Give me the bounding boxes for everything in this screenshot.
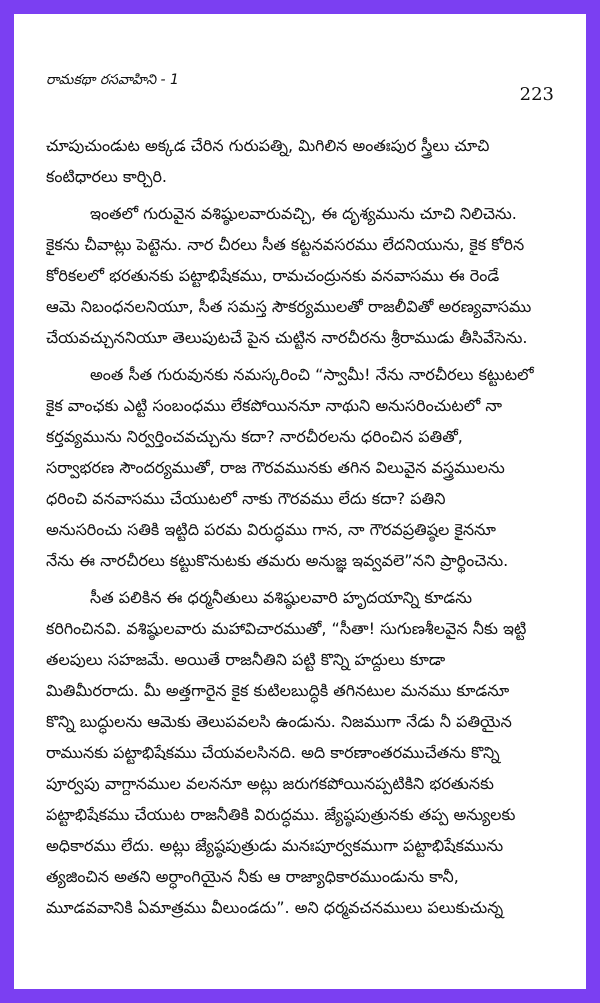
text-line: త్యజించిన అతని అర్ధాంగియైన నీకు ఆ రాజ్యాధికారముండును కానీ, bbox=[46, 867, 459, 886]
text-line: అనుసరించు సతికి ఇట్టిది పరమ విరుద్ధము గాన, నా గౌరవప్రతిష్ఠల కైననూ bbox=[46, 520, 496, 539]
text-line: అధికారము లేదు. అట్లు జ్యేష్ఠపుత్రుడు మనఃపూర్వకముగా పట్టాభిషేకమును bbox=[46, 836, 504, 855]
text-line: చేయవచ్చుననియూ తెలుపుటచే పైన చుట్టిన నారచీరను శ్రీరాముడు తీసివేసెను. bbox=[46, 328, 528, 347]
running-title: రామకథా రసవాహిని - 1 bbox=[46, 72, 179, 88]
text-line: అంత సీత గురువునకు నమస్కరించి “స్వామీ! నేను నారచీరలు కట్టుటలో bbox=[90, 365, 534, 384]
text-line: కరిగించినవి. వశిష్ఠులవారు మహావిచారముతో, “సీతా! సుగుణశీలవైన నీకు ఇట్టి bbox=[46, 619, 527, 638]
text-line: సీత పలికిన ఈ ధర్మనీతులు వశిష్ఠులవారి హృదయాన్ని కూడను bbox=[90, 588, 473, 607]
text-line: మూడవవానికి ఏమాత్రము వీలుండదు”. అని ధర్మవచనములు పలుకుచున్న bbox=[46, 898, 504, 917]
text-line: ఆమె నిబంధనలనియూ, సీత సమస్త సౌకర్యములతో రాజలీవితో అరణ్యవాసము bbox=[46, 297, 532, 316]
text-line: కొన్ని బుద్ధులను ఆమెకు తెలుపవలసి ఉండును. నిజముగా నేడు నీ పతియైన bbox=[46, 712, 512, 731]
text-line: కంటిధారలు కార్చిరి. bbox=[46, 167, 168, 186]
text-line: ఇంతలో గురువైన వశిష్ఠులవారువచ్చి, ఈ దృశ్యమును చూచి నిలిచెను. bbox=[90, 204, 517, 223]
text-line: ధరించి వనవాసము చేయుటలో నాకు గౌరవము లేదు కదా? పతిని bbox=[46, 489, 446, 508]
paragraph bbox=[46, 359, 554, 576]
text-line: మితిమీరరాదు. మీ అత్తగారైన కైక కుటిలబుద్ధికి తగినటుల మనము కూడనూ bbox=[46, 681, 510, 700]
text-line: కోరికలలో భరతునకు పట్టాభిషేకము, రామచంద్రునకు వనవాసము ఈ రెండే bbox=[46, 266, 500, 285]
text-line: తలపులు సహజమే. అయితే రాజనీతిని పట్టి కొన్ని హద్దులు కూడా bbox=[46, 650, 446, 669]
text-line: కైక వాంఛకు ఎట్టి సంబంధము లేకపోయిననూ నాథుని అనుసరించుటలో నా bbox=[46, 396, 502, 415]
book-page bbox=[28, 28, 572, 975]
text-line: కైకను చీవాట్లు పెట్టెను. నార చీరలు సీత కట్టనవసరము లేదనియును, కైక కోరిన bbox=[46, 235, 525, 254]
text-line: రామునకు పట్టాభిషేకము చేయవలసినది. అది కారణాంతరముచేతను కొన్ని bbox=[46, 743, 500, 762]
paragraph bbox=[46, 130, 554, 192]
paragraph bbox=[46, 582, 554, 923]
page-header bbox=[46, 72, 554, 105]
text-line: కర్తవ్యమును నిర్వర్తించవచ్చును కదా? నారచీరలను ధరించిన పతితో, bbox=[46, 427, 463, 446]
text-line: పూర్వపు వాగ్దానముల వలననూ అట్లు జరుగకపోయినప్పటికిని భరతునకు bbox=[46, 774, 494, 793]
page-number: 223 bbox=[519, 84, 554, 105]
text-line: పట్టాభిషేకము చేయుట రాజనీతికి విరుద్ధము. జ్యేష్ఠపుత్రునకు తప్ప అన్యులకు bbox=[46, 805, 516, 824]
text-line: సర్వాభరణ సౌందర్యముతో, రాజ గౌరవమునకు తగిన విలువైన వస్త్రములను bbox=[46, 458, 505, 477]
body-text bbox=[46, 130, 554, 929]
text-line: చూపుచుండుట అక్కడ చేరిన గురుపత్ని, మిగిలిన అంతఃపుర స్త్రీలు చూచి bbox=[46, 136, 490, 155]
paragraph bbox=[46, 198, 554, 353]
text-line: నేను ఈ నారచీరలు కట్టుకొనుటకు తమరు అనుజ్ఞ ఇవ్వవలె”నని ప్రార్థించెను. bbox=[46, 551, 509, 570]
